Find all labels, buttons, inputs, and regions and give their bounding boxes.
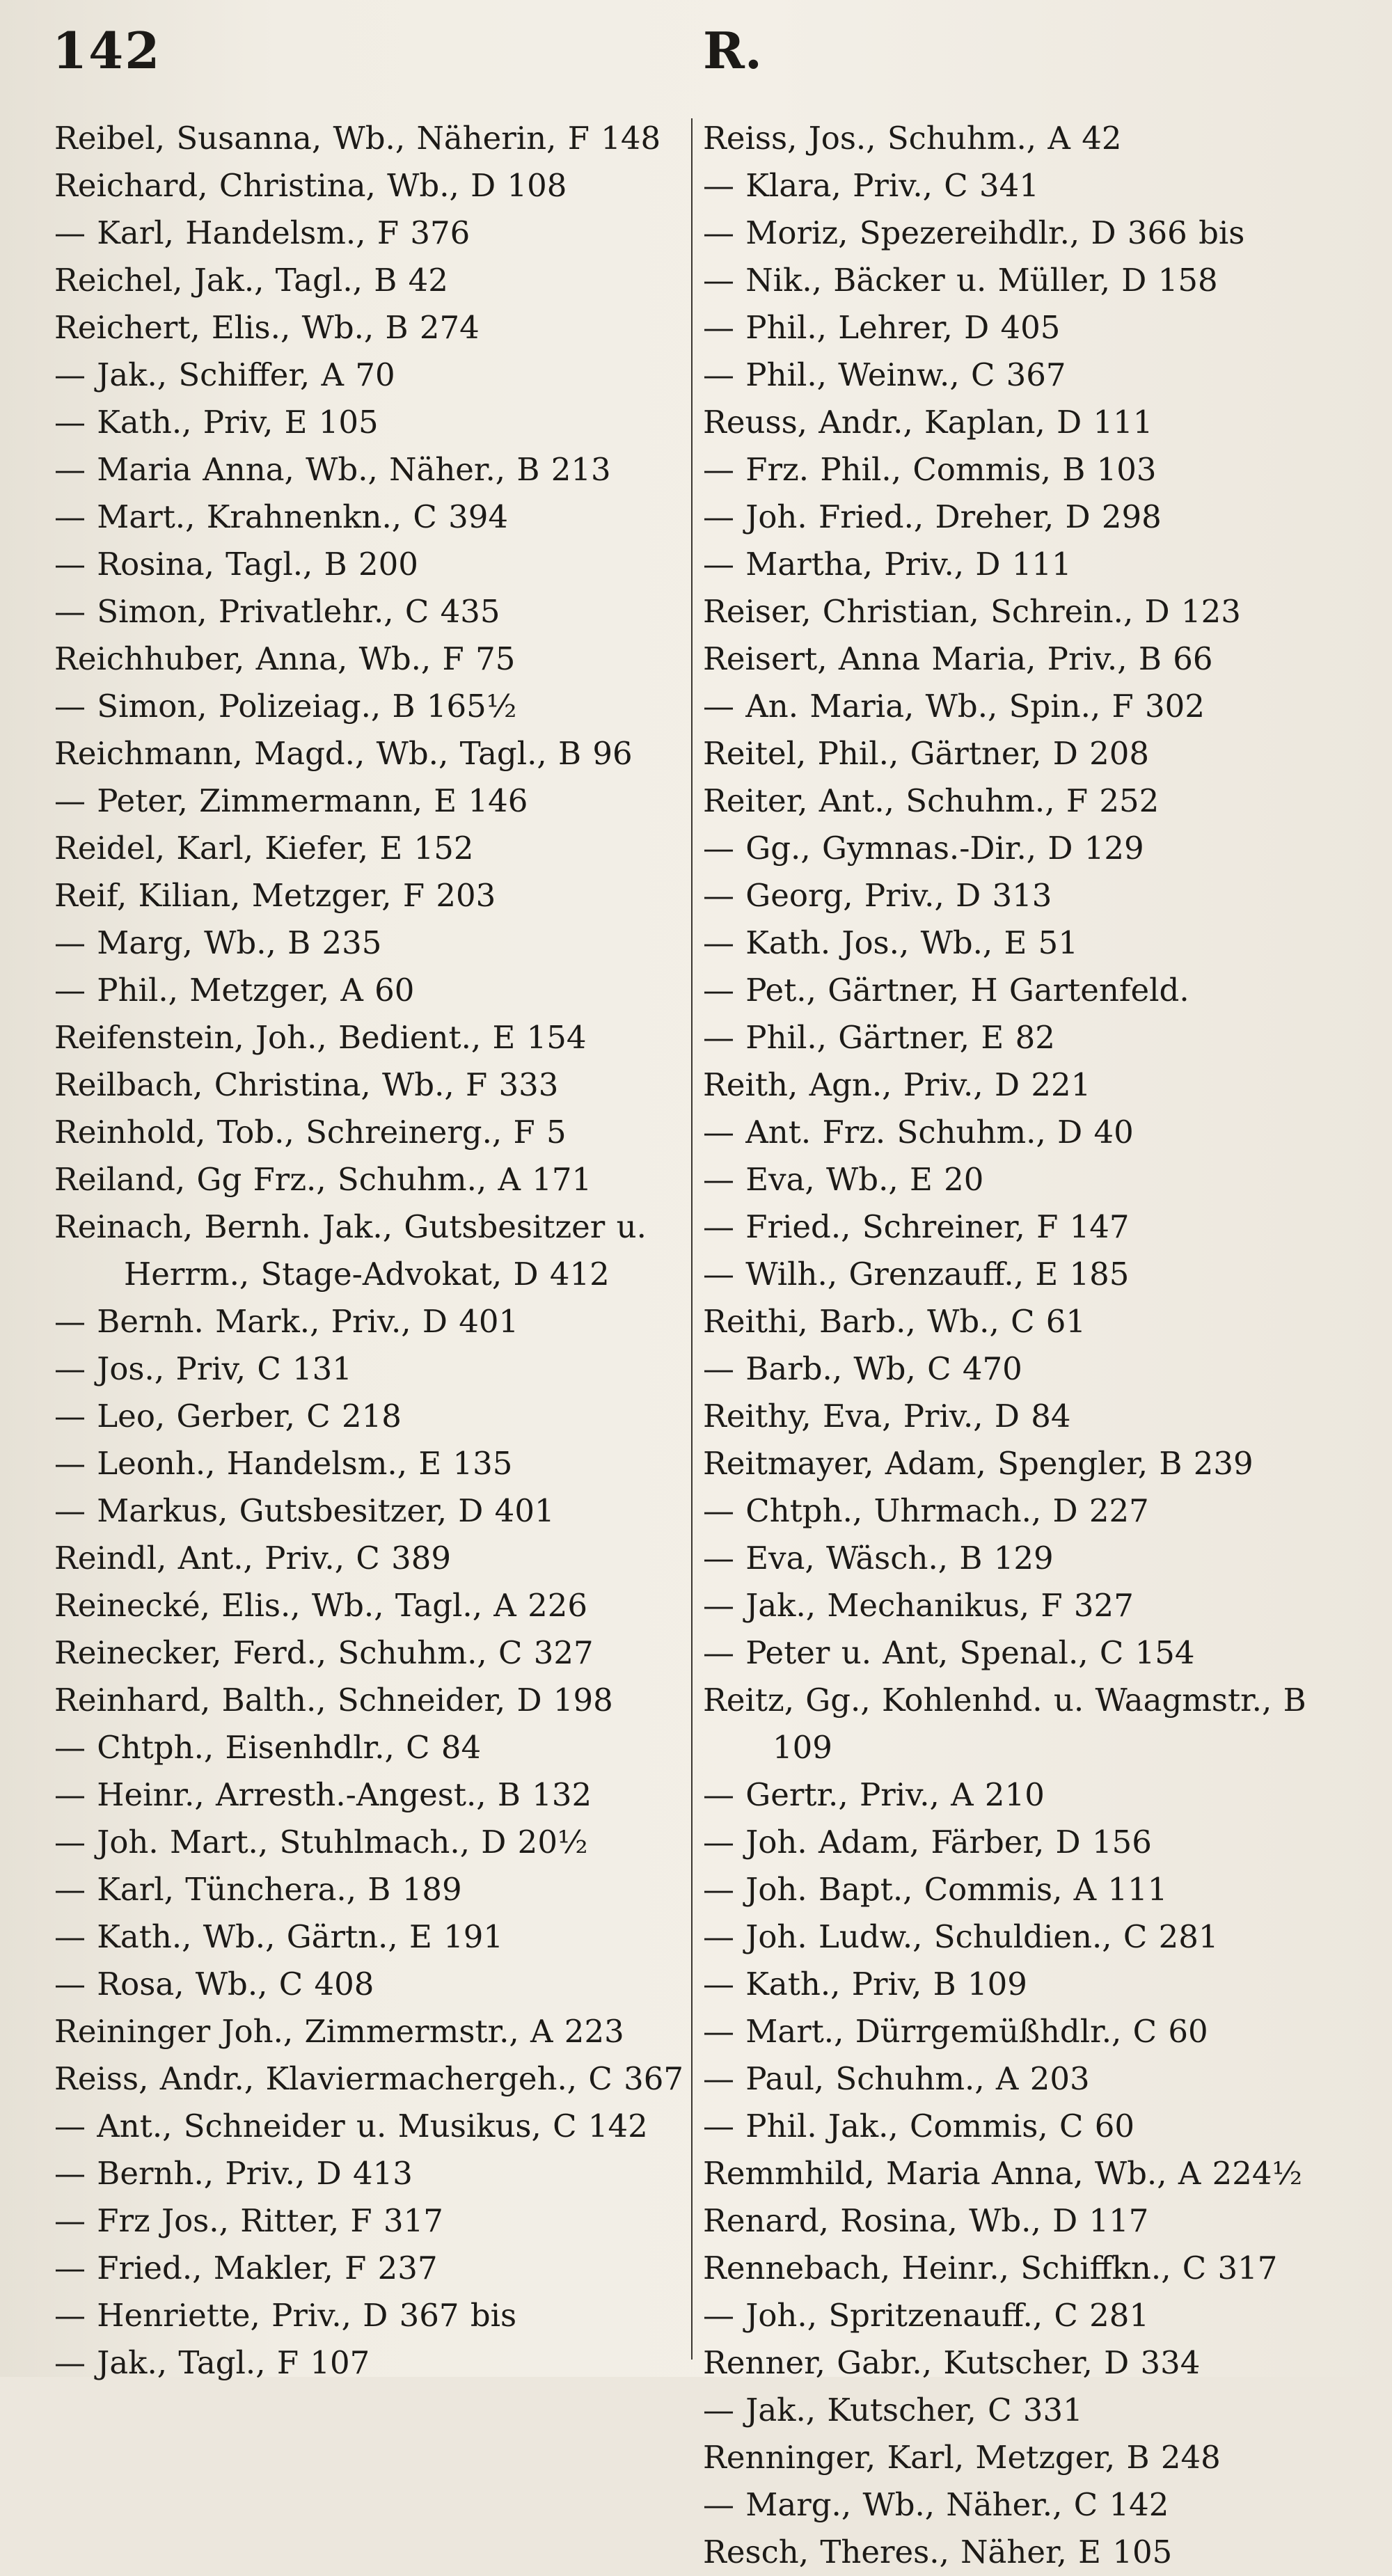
directory-entry: — Bernh. Mark., Priv., D 401 [54,1303,519,1340]
directory-entry: — Joh. Fried., Dreher, D 298 [703,498,1162,535]
directory-entry: — Rosa, Wb., C 408 [54,1966,374,2002]
directory-entry: Reithi, Barb., Wb., C 61 [703,1303,1086,1340]
section-letter: R. [703,21,762,80]
directory-entry: Reibel, Susanna, Wb., Näherin, F 148 [54,120,661,157]
directory-entry: Reiss, Jos., Schuhm., A 42 [703,120,1122,157]
directory-entry: — Marg, Wb., B 235 [54,924,382,961]
page-header [0,21,1392,104]
directory-entry: Reinhard, Balth., Schneider, D 198 [54,1682,613,1718]
left-column [54,115,684,2381]
directory-entry: — Karl, Handelsm., F 376 [54,214,470,251]
directory-entry: — Kath., Priv, E 105 [54,404,379,441]
directory-entry: — Wilh., Grenzauff., E 185 [703,1256,1130,1293]
directory-entry: Reiland, Gg Frz., Schuhm., A 171 [54,1161,592,1198]
directory-entry: Renard, Rosina, Wb., D 117 [703,2202,1149,2239]
directory-entry: — Ant. Frz. Schuhm., D 40 [703,1114,1134,1151]
directory-entry: Reitz, Gg., Kohlenhd. u. Waagmstr., B 109 [703,1682,1306,1766]
directory-entry: Reinach, Bernh. Jak., Gutsbesitzer u. Herrm., Stage-Advokat, D 412 [54,1208,647,1293]
directory-entry: — Henriette, Priv., D 367 bis [54,2297,517,2334]
directory-entry: Reichert, Elis., Wb., B 274 [54,309,480,346]
directory-entry: — Jak., Tagl., F 107 [54,2344,370,2381]
right-column [703,115,1357,2570]
directory-entry: — Gg., Gymnas.-Dir., D 129 [703,830,1144,867]
directory-entry: — Simon, Privatlehr., C 435 [54,593,500,630]
directory-entry: Reinecker, Ferd., Schuhm., C 327 [54,1634,594,1671]
directory-entry: — Joh. Adam, Färber, D 156 [703,1824,1152,1860]
directory-entry: — Maria Anna, Wb., Näher., B 213 [54,451,611,488]
directory-entry: Reichel, Jak., Tagl., B 42 [54,262,448,299]
directory-entry: Remmhild, Maria Anna, Wb., A 224½ [703,2155,1303,2192]
directory-entry: Reinecké, Elis., Wb., Tagl., A 226 [54,1587,587,1624]
directory-entry: — Jos., Priv, C 131 [54,1350,352,1387]
directory-entry: — Kath. Jos., Wb., E 51 [703,924,1078,961]
directory-entry: Reitmayer, Adam, Spengler, B 239 [703,1445,1253,1482]
directory-entry: — Phil., Metzger, A 60 [54,972,415,1009]
directory-entry: — Chtph., Eisenhdlr., C 84 [54,1729,482,1766]
directory-entry: Reithy, Eva, Priv., D 84 [703,1398,1071,1435]
directory-entry: Renner, Gabr., Kutscher, D 334 [703,2344,1201,2381]
directory-entry: — Karl, Tünchera., B 189 [54,1871,462,1908]
directory-entry: Reiss, Andr., Klaviermachergeh., C 367 [54,2060,684,2097]
directory-entry: — Joh. Ludw., Schuldien., C 281 [703,1918,1219,1955]
directory-entry: — Phil., Lehrer, D 405 [703,309,1061,346]
directory-entry: — Ant., Schneider u. Musikus, C 142 [54,2108,648,2144]
directory-entry: — Chtph., Uhrmach., D 227 [703,1492,1149,1529]
directory-entry: Rennebach, Heinr., Schiffkn., C 317 [703,2250,1278,2286]
directory-entry: Reith, Agn., Priv., D 221 [703,1066,1091,1103]
directory-entry: — Jak., Kutscher, C 331 [703,2392,1083,2428]
directory-entry: Reif, Kilian, Metzger, F 203 [54,877,496,914]
directory-entry: Reichhuber, Anna, Wb., F 75 [54,640,516,677]
directory-entry: — Peter u. Ant, Spenal., C 154 [703,1634,1195,1671]
directory-entry: — Georg, Priv., D 313 [703,877,1052,914]
directory-entry: — Paul, Schuhm., A 203 [703,2060,1090,2097]
directory-entry: Reilbach, Christina, Wb., F 333 [54,1066,559,1103]
directory-entry: — Klara, Priv., C 341 [703,167,1039,204]
directory-entry: — Simon, Polizeiag., B 165½ [54,688,517,725]
directory-entry: — Joh. Bapt., Commis, A 111 [703,1871,1168,1908]
directory-entry: Reisert, Anna Maria, Priv., B 66 [703,640,1213,677]
page-number: 142 [52,21,161,80]
directory-entry: Reindl, Ant., Priv., C 389 [54,1540,451,1577]
directory-entry: — Eva, Wäsch., B 129 [703,1540,1054,1577]
directory-entry: — Gertr., Priv., A 210 [703,1776,1045,1813]
directory-entry: — Heinr., Arresth.-Angest., B 132 [54,1776,592,1813]
directory-entry: — An. Maria, Wb., Spin., F 302 [703,688,1205,725]
directory-entry: — Phil., Gärtner, E 82 [703,1019,1055,1056]
directory-entry: — Martha, Priv., D 111 [703,546,1072,583]
directory-entry: Reinhold, Tob., Schreinerg., F 5 [54,1114,567,1151]
directory-entry: — Markus, Gutsbesitzer, D 401 [54,1492,555,1529]
directory-entry: Reichard, Christina, Wb., D 108 [54,167,567,204]
directory-entry: — Peter, Zimmermann, E 146 [54,782,528,819]
directory-entry: — Frz Jos., Ritter, F 317 [54,2202,443,2239]
directory-entry: Reidel, Karl, Kiefer, E 152 [54,830,474,867]
directory-entry: Reiter, Ant., Schuhm., F 252 [703,782,1160,819]
directory-entry: — Moriz, Spezereihdlr., D 366 bis [703,214,1245,251]
directory-entry: — Joh., Spritzenauff., C 281 [703,2297,1149,2334]
directory-entry: — Barb., Wb, C 470 [703,1350,1022,1387]
column-divider [691,118,693,2360]
directory-entry: Reichmann, Magd., Wb., Tagl., B 96 [54,735,633,772]
directory-entry: — Eva, Wb., E 20 [703,1161,984,1198]
directory-entry: — Bernh., Priv., D 413 [54,2155,413,2192]
directory-entry: — Kath., Priv, B 109 [703,1966,1027,2002]
directory-entry: — Joh. Mart., Stuhlmach., D 20½ [54,1824,588,1860]
directory-entry: Reuss, Andr., Kaplan, D 111 [703,404,1153,441]
directory-entry: — Phil., Weinw., C 367 [703,356,1066,393]
directory-entry: — Jak., Mechanikus, F 327 [703,1587,1134,1624]
directory-entry: — Leonh., Handelsm., E 135 [54,1445,513,1482]
directory-entry: Reitel, Phil., Gärtner, D 208 [703,735,1150,772]
directory-entry: — Rosina, Tagl., B 200 [54,546,418,583]
directory-entry: Reifenstein, Joh., Bedient., E 154 [54,1019,587,1056]
directory-entry: — Fried., Makler, F 237 [54,2250,438,2286]
directory-entry: — Phil. Jak., Commis, C 60 [703,2108,1134,2144]
directory-entry: — Mart., Dürrgemüßhdlr., C 60 [703,2013,1208,2050]
directory-entry: — Kath., Wb., Gärtn., E 191 [54,1918,504,1955]
directory-entry: Reiser, Christian, Schrein., D 123 [703,593,1241,630]
directory-entry: — Leo, Gerber, C 218 [54,1398,402,1435]
directory-entry: — Mart., Krahnenkn., C 394 [54,498,509,535]
directory-entry: — Marg., Wb., Näher., C 142 [703,2486,1169,2523]
directory-entry: — Nik., Bäcker u. Müller, D 158 [703,262,1218,299]
directory-entry: Renninger, Karl, Metzger, B 248 [703,2439,1221,2476]
directory-entry: — Pet., Gärtner, H Gartenfeld. [703,972,1189,1009]
directory-entry: Resch, Theres., Näher, E 105 [703,2534,1173,2570]
directory-entry: — Frz. Phil., Commis, B 103 [703,451,1157,488]
directory-entry: — Fried., Schreiner, F 147 [703,1208,1130,1245]
directory-entry: — Jak., Schiffer, A 70 [54,356,395,393]
directory-entry: Reininger Joh., Zimmermstr., A 223 [54,2013,624,2050]
